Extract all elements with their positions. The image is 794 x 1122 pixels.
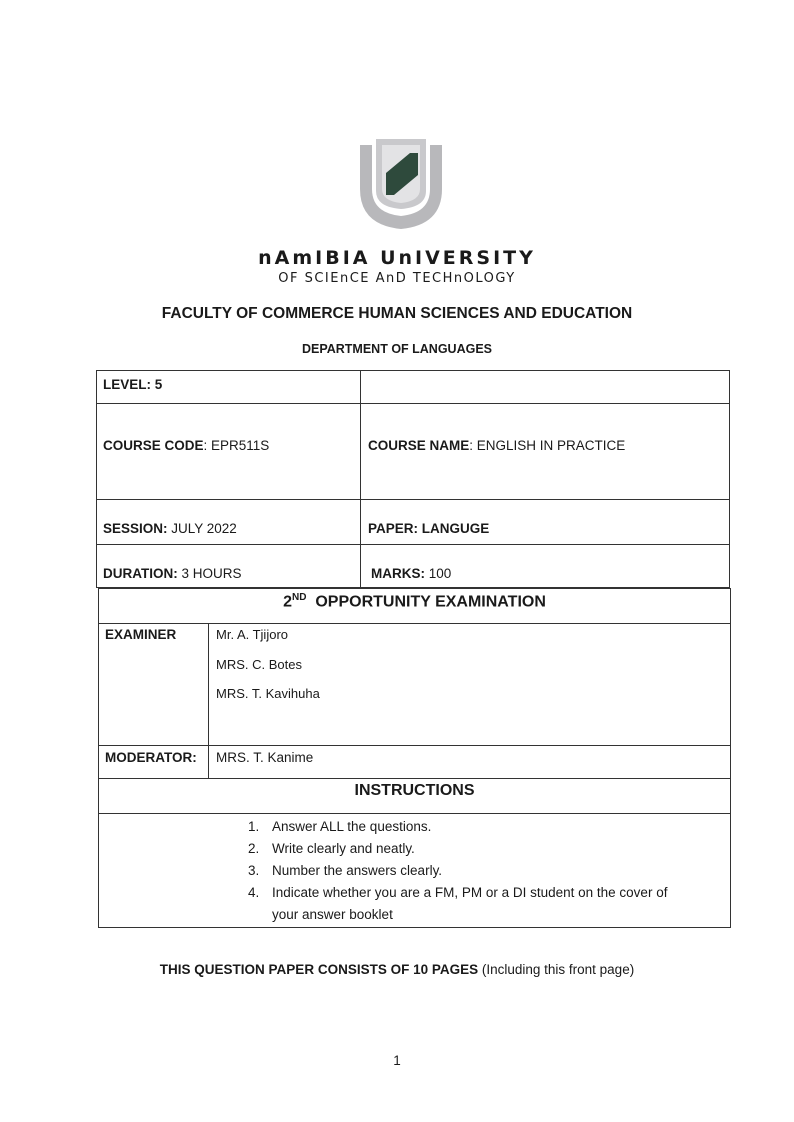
instruction-item-continuation: your answer booklet <box>272 907 393 922</box>
course-code <box>103 438 269 453</box>
course-name <box>368 438 625 453</box>
session <box>103 521 237 536</box>
nust-shield-logo <box>356 131 446 231</box>
university-name: nAmIBIA UnIVERSITY <box>258 247 536 269</box>
exam-title-number: 2 <box>283 593 293 611</box>
examiner-1: Mr. A. Tjijoro <box>216 627 289 642</box>
duration-label: DURATION: <box>103 566 178 581</box>
level-label: LEVEL: 5 <box>103 377 163 392</box>
instruction-item: 2. Write clearly and neatly. <box>248 841 415 856</box>
instructions-title: INSTRUCTIONS <box>354 782 475 799</box>
marks <box>371 566 451 581</box>
course-code-value: : EPR511S <box>203 438 270 453</box>
exam-title <box>98 592 731 611</box>
instruction-item: 3. Number the answers clearly. <box>248 863 443 878</box>
examiner-label: EXAMINER <box>105 627 177 642</box>
marks-value: 100 <box>425 566 452 581</box>
exam-title-text: OPPORTUNITY EXAMINATION <box>306 593 546 611</box>
university-subtitle: OF SCIEnCE AnD TECHnOLOGY <box>278 271 516 286</box>
marks-label: MARKS: <box>371 566 425 581</box>
duration <box>103 566 242 581</box>
session-value: JULY 2022 <box>167 521 237 536</box>
instruction-item: 4. Indicate whether you are a FM, PM or a DI student on the cover of <box>248 885 668 900</box>
examiner-2: MRS. C. Botes <box>216 657 302 672</box>
course-name-value: : ENGLISH IN PRACTICE <box>469 438 626 453</box>
department-title: DEPARTMENT OF LANGUAGES <box>301 342 493 356</box>
paper: PAPER: LANGUGE <box>368 521 490 536</box>
exam-title-suffix: ND <box>292 592 307 603</box>
moderator-name: MRS. T. Kanime <box>216 750 314 765</box>
page-count-rest: (Including this front page) <box>478 962 635 977</box>
duration-value: 3 HOURS <box>177 566 242 581</box>
moderator-label: MODERATOR: <box>105 750 197 765</box>
course-name-label: COURSE NAME <box>368 438 470 453</box>
examiner-3: MRS. T. Kavihuha <box>216 686 320 701</box>
instruction-item: 1. Answer ALL the questions. <box>248 819 432 834</box>
faculty-title: FACULTY OF COMMERCE HUMAN SCIENCES AND EDUCATION <box>161 305 633 322</box>
session-label: SESSION: <box>103 521 168 536</box>
course-code-label: COURSE CODE <box>103 438 204 453</box>
page-count-note <box>0 962 794 977</box>
page-number: 1 <box>393 1053 401 1068</box>
page-count-bold: THIS QUESTION PAPER CONSISTS OF 10 PAGES <box>159 962 479 977</box>
